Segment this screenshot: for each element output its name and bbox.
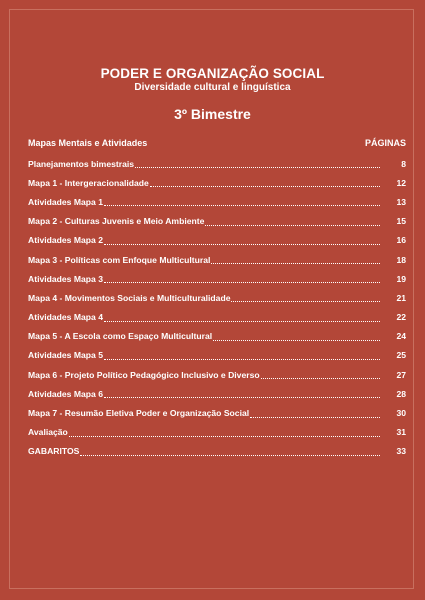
toc-entry[interactable] [28, 154, 406, 173]
toc-entry-label: Atividades Mapa 3 [28, 273, 103, 284]
toc-entry-page: 12 [396, 177, 406, 188]
toc-entry-label: Atividades Mapa 1 [28, 196, 103, 207]
toc-entry-page: 27 [396, 369, 406, 380]
toc-entry-label: Mapa 6 - Projeto Político Pedagógico Inclusivo e Diverso [28, 369, 260, 380]
toc-entry-label: Planejamentos bimestrais [28, 158, 135, 169]
toc-entry-page: 16 [396, 235, 406, 246]
toc-column-left: Mapas Mentais e Atividades [28, 138, 148, 148]
toc-entry[interactable] [28, 192, 406, 211]
toc-dot-leader [211, 255, 380, 264]
document-title: PODER E ORGANIZAÇÃO SOCIAL [100, 66, 325, 81]
toc-entry[interactable] [28, 269, 406, 288]
toc-dot-leader [150, 178, 380, 187]
toc-entry-label: Mapa 2 - Culturas Juvenis e Meio Ambiente [28, 216, 205, 227]
toc-entry-label: Mapa 7 - Resumão Eletiva Poder e Organização Social [28, 408, 250, 419]
toc-dot-leader [80, 447, 380, 456]
toc-dot-leader [213, 332, 380, 341]
toc-entry[interactable] [28, 365, 406, 384]
toc-entry-label: Atividades Mapa 6 [28, 388, 103, 399]
toc-entry-label: GABARITOS [28, 446, 80, 457]
toc-entry-page: 24 [396, 331, 406, 342]
toc-entry[interactable] [28, 442, 406, 461]
toc-entry[interactable] [28, 384, 406, 403]
toc-entry-label: Mapa 4 - Movimentos Sociais e Multiculturalidade [28, 292, 231, 303]
toc-header [28, 138, 406, 152]
toc-entry-label: Atividades Mapa 5 [28, 350, 103, 361]
toc-entry-page: 31 [396, 427, 406, 438]
toc-entry[interactable] [28, 346, 406, 365]
toc-entry[interactable] [28, 327, 406, 346]
toc-column-right: PÁGINAS [364, 138, 406, 148]
toc-entry-page: 18 [396, 254, 406, 265]
toc-entry[interactable] [28, 250, 406, 269]
toc-entry-label: Mapa 3 - Políticas com Enfoque Multicultural [28, 254, 211, 265]
toc-entry-page: 13 [396, 196, 406, 207]
toc-entry[interactable] [28, 231, 406, 250]
toc-entry-label: Atividades Mapa 2 [28, 235, 103, 246]
toc-entry-page: 25 [396, 350, 406, 361]
toc-entry-page: 21 [396, 292, 406, 303]
toc-entry-page: 30 [396, 408, 406, 419]
toc-entry-page: 33 [396, 446, 406, 457]
toc-entry-page: 22 [396, 312, 406, 323]
toc-entry[interactable] [28, 308, 406, 327]
toc-entry-page: 28 [396, 388, 406, 399]
toc-entry[interactable] [28, 423, 406, 442]
toc-dot-leader [69, 428, 380, 437]
toc-entry-label: Mapa 5 - A Escola como Espaço Multicultural [28, 331, 213, 342]
toc-entry-page: 15 [396, 216, 406, 227]
toc-entry-label: Mapa 1 - Intergeracionalidade [28, 177, 149, 188]
toc-dot-leader [250, 409, 380, 418]
term-heading: 3º Bimestre [174, 106, 251, 122]
toc-entry[interactable] [28, 288, 406, 307]
toc-dot-leader [135, 159, 380, 168]
toc-dot-leader [104, 197, 380, 206]
toc-dot-leader [104, 313, 380, 322]
toc-dot-leader [261, 370, 380, 379]
toc-dot-leader [104, 274, 380, 283]
toc-entry-page: 8 [401, 158, 406, 169]
table-of-contents [28, 154, 406, 461]
document-subtitle: Diversidade cultural e linguística [134, 82, 291, 93]
toc-dot-leader [104, 351, 380, 360]
toc-entry-label: Avaliação [28, 427, 68, 438]
toc-entry[interactable] [28, 403, 406, 422]
toc-dot-leader [205, 217, 380, 226]
toc-dot-leader [231, 293, 380, 302]
toc-entry[interactable] [28, 212, 406, 231]
toc-entry-label: Atividades Mapa 4 [28, 312, 103, 323]
toc-dot-leader [104, 236, 380, 245]
toc-entry-page: 19 [396, 273, 406, 284]
toc-dot-leader [104, 389, 380, 398]
toc-entry[interactable] [28, 173, 406, 192]
